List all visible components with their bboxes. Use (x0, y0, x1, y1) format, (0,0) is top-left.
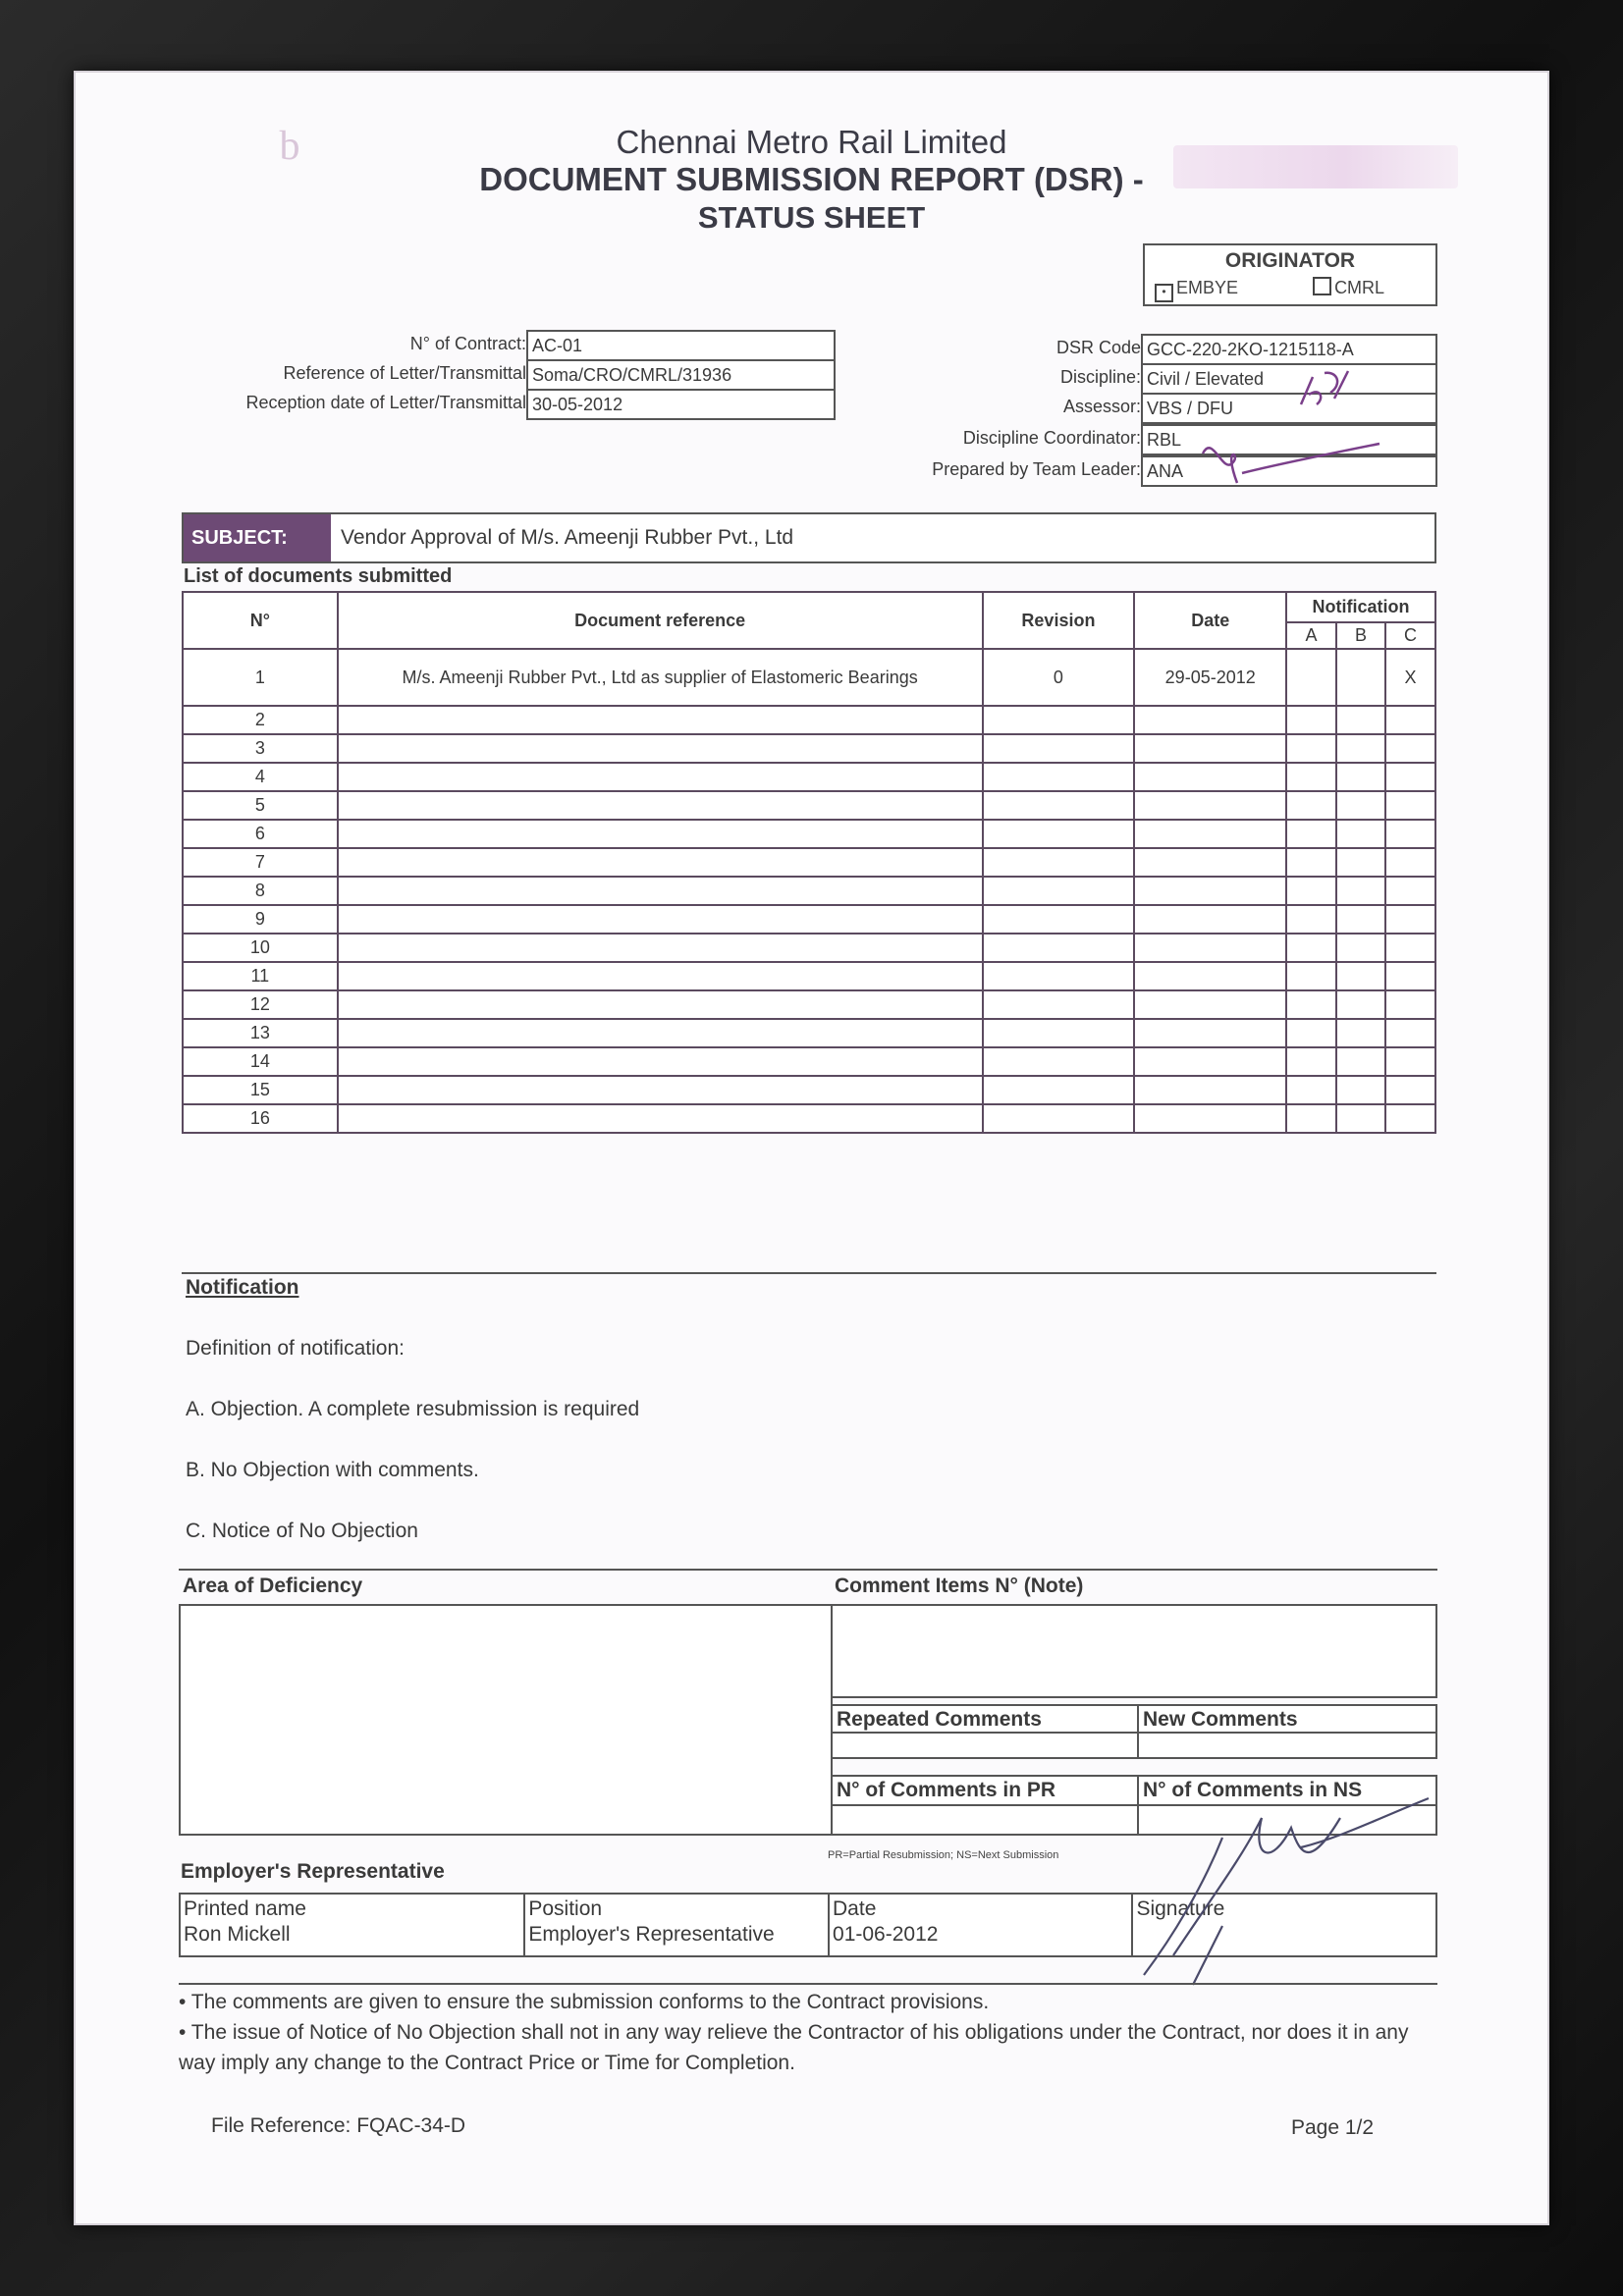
row-date (1134, 905, 1286, 934)
assessor-value: VBS / DFU (1141, 393, 1437, 424)
row-notif-b (1336, 934, 1385, 962)
row-notif-b (1336, 990, 1385, 1019)
col-notification-header: Notification (1286, 592, 1435, 622)
row-revision (983, 962, 1135, 990)
row-notif-c (1385, 820, 1435, 848)
table-row (183, 763, 1435, 791)
row-notif-b (1336, 848, 1385, 877)
row-notif-c (1385, 905, 1435, 934)
row-date (1134, 990, 1286, 1019)
row-notif-c (1385, 934, 1435, 962)
row-notif-b (1336, 877, 1385, 905)
coordinator-value: RBL (1141, 424, 1437, 455)
row-reference: M/s. Ameenji Rubber Pvt., Ltd as supplier of Elastomeric Bearings (338, 649, 983, 706)
row-date (1134, 1019, 1286, 1047)
row-notif-b (1336, 1076, 1385, 1104)
notification-a: A. Objection. A complete resubmission is required (186, 1398, 640, 1420)
position-label: Position (528, 1897, 603, 1920)
row-number: 15 (183, 1076, 338, 1104)
row-notif-a (1286, 1019, 1336, 1047)
notification-title: Notification (186, 1276, 299, 1299)
notification-definition: Definition of notification: (186, 1337, 405, 1360)
row-date (1134, 1104, 1286, 1133)
row-number: 8 (183, 877, 338, 905)
row-notif-b (1336, 1104, 1385, 1133)
row-number: 6 (183, 820, 338, 848)
notification-b: B. No Objection with comments. (186, 1459, 479, 1481)
row-notif-b (1336, 734, 1385, 763)
row-notif-c (1385, 1104, 1435, 1133)
new-comments-label: New Comments (1143, 1708, 1298, 1731)
row-notif-a (1286, 820, 1336, 848)
page-number: Page 1/2 (1291, 2116, 1375, 2139)
cmrl-label: CMRL (1334, 278, 1385, 297)
row-notif-a (1286, 1076, 1336, 1104)
row-notif-a (1286, 962, 1336, 990)
col-number-header: N° (183, 592, 338, 649)
pr-comments-header (831, 1775, 1139, 1806)
row-notif-c (1385, 734, 1435, 763)
table-row (183, 848, 1435, 877)
col-reference-header: Document reference (338, 592, 983, 649)
row-date (1134, 820, 1286, 848)
reference-label: Reference of Letter/Transmittal (283, 363, 526, 383)
notification-c: C. Notice of No Objection (186, 1520, 418, 1542)
col-b-header: B (1336, 622, 1385, 649)
row-notif-b (1336, 791, 1385, 820)
row-notif-a (1286, 763, 1336, 791)
row-date (1134, 962, 1286, 990)
row-number: 7 (183, 848, 338, 877)
table-row (183, 990, 1435, 1019)
row-number: 16 (183, 1104, 338, 1133)
documents-table (182, 591, 1436, 1134)
row-date: 29-05-2012 (1134, 649, 1286, 706)
row-notif-c (1385, 877, 1435, 905)
originator-options (1155, 277, 1430, 302)
table-row (183, 734, 1435, 763)
row-notif-c (1385, 962, 1435, 990)
row-reference (338, 1104, 983, 1133)
discipline-label: Discipline: (1059, 367, 1141, 387)
row-number: 12 (183, 990, 338, 1019)
col-c-header: C (1385, 622, 1435, 649)
row-number: 5 (183, 791, 338, 820)
row-notif-b (1336, 905, 1385, 934)
row-revision (983, 1076, 1135, 1104)
row-notif-c (1385, 1019, 1435, 1047)
row-date (1134, 1047, 1286, 1076)
row-number: 1 (183, 649, 338, 706)
table-row (183, 1047, 1435, 1076)
row-revision (983, 734, 1135, 763)
table-row (183, 934, 1435, 962)
row-number: 13 (183, 1019, 338, 1047)
position-value: Employer's Representative (528, 1923, 775, 1946)
row-date (1134, 763, 1286, 791)
employer-table (179, 1893, 1437, 1957)
row-notif-c: X (1385, 649, 1435, 706)
row-notif-a (1286, 877, 1336, 905)
area-deficiency-label: Area of Deficiency (183, 1575, 363, 1597)
row-notif-b (1336, 820, 1385, 848)
row-notif-b (1336, 649, 1385, 706)
table-row (183, 649, 1435, 706)
row-revision (983, 1019, 1135, 1047)
reception-label: Reception date of Letter/Transmittal (245, 393, 526, 412)
row-notif-a (1286, 1047, 1336, 1076)
area-deficiency-box[interactable] (179, 1604, 833, 1836)
row-notif-a (1286, 706, 1336, 734)
row-notif-a (1286, 848, 1336, 877)
row-revision (983, 763, 1135, 791)
row-reference (338, 877, 983, 905)
note-1: • The comments are given to ensure the submission conforms to the Contract provisions. (179, 1991, 990, 2013)
notification-divider (182, 1272, 1436, 1274)
signature-cell (1132, 1894, 1436, 1956)
table-row (183, 706, 1435, 734)
row-reference (338, 1047, 983, 1076)
document-page (74, 71, 1549, 2225)
documents-list-title: List of documents submitted (184, 565, 453, 587)
row-notif-c (1385, 763, 1435, 791)
notes-section (179, 1983, 1437, 2078)
printed-name-label: Printed name (184, 1897, 306, 1920)
row-number: 3 (183, 734, 338, 763)
new-comments-header (1137, 1704, 1437, 1734)
date-label: Date (833, 1897, 877, 1920)
table-row (183, 877, 1435, 905)
row-notif-a (1286, 990, 1336, 1019)
row-reference (338, 734, 983, 763)
comment-items-box[interactable] (831, 1604, 1437, 1698)
printed-name-value: Ron Mickell (184, 1923, 291, 1946)
pr-comments-label: N° of Comments in PR (837, 1779, 1056, 1801)
row-date (1134, 706, 1286, 734)
row-reference (338, 763, 983, 791)
row-reference (338, 791, 983, 820)
row-notif-c (1385, 1047, 1435, 1076)
row-revision (983, 990, 1135, 1019)
table-row (183, 791, 1435, 820)
row-revision (983, 820, 1135, 848)
row-revision (983, 1047, 1135, 1076)
col-date-header: Date (1134, 592, 1286, 649)
deficiency-section (179, 1569, 1437, 1836)
ns-comments-header (1137, 1775, 1437, 1806)
discipline-value: Civil / Elevated (1141, 363, 1437, 395)
row-reference (338, 990, 983, 1019)
row-reference (338, 848, 983, 877)
assessor-label: Assessor: (1062, 397, 1141, 416)
row-notif-c (1385, 706, 1435, 734)
row-notif-c (1385, 791, 1435, 820)
row-reference (338, 905, 983, 934)
position-cell (524, 1894, 829, 1956)
row-notif-b (1336, 1047, 1385, 1076)
repeated-comments-label: Repeated Comments (837, 1708, 1042, 1731)
team-leader-value: ANA (1141, 455, 1437, 487)
originator-title: ORIGINATOR (1224, 249, 1356, 272)
signature-label: Signature (1136, 1897, 1225, 1920)
row-reference (338, 1019, 983, 1047)
row-number: 9 (183, 905, 338, 934)
deficiency-footnote: PR=Partial Resubmission; NS=Next Submission (828, 1849, 1059, 1861)
comment-items-label: Comment Items N° (Note) (835, 1575, 1084, 1597)
table-row (183, 1019, 1435, 1047)
file-reference: File Reference: FQAC-34-D (211, 2114, 466, 2137)
row-reference (338, 962, 983, 990)
pr-comments-value[interactable] (831, 1804, 1139, 1836)
row-notif-a (1286, 791, 1336, 820)
date-cell (829, 1894, 1132, 1956)
table-row (183, 905, 1435, 934)
row-number: 2 (183, 706, 338, 734)
row-number: 4 (183, 763, 338, 791)
date-value: 01-06-2012 (833, 1923, 939, 1946)
table-row (183, 962, 1435, 990)
reference-value: Soma/CRO/CMRL/31936 (526, 359, 836, 391)
row-notif-a (1286, 934, 1336, 962)
row-notif-b (1336, 1019, 1385, 1047)
row-notif-b (1336, 763, 1385, 791)
contract-label: N° of Contract: (409, 334, 526, 353)
row-revision (983, 905, 1135, 934)
subject-row (182, 512, 1436, 563)
table-row (183, 1104, 1435, 1133)
team-leader-label: Prepared by Team Leader: (932, 459, 1141, 479)
row-notif-c (1385, 990, 1435, 1019)
row-notif-c (1385, 848, 1435, 877)
documents-header-row (183, 592, 1435, 622)
report-title: DOCUMENT SUBMISSION REPORT (DSR) - (479, 161, 1144, 197)
originator-box (1143, 243, 1437, 306)
repeated-comments-header (831, 1704, 1139, 1734)
row-date (1134, 877, 1286, 905)
employer-row (180, 1894, 1436, 1956)
note-2: • The issue of Notice of No Objection shall not in any way relieve the Contractor of his obligations under the Contract, nor does it in any way imply any change to the Contract Price or Time for Completion. (179, 2021, 1409, 2074)
row-reference (338, 934, 983, 962)
new-comments-value[interactable] (1137, 1732, 1437, 1759)
row-reference (338, 1076, 983, 1104)
cmrl-checkbox[interactable] (1313, 277, 1331, 295)
dsr-code-label: DSR Code (1055, 338, 1141, 357)
coordinator-label: Discipline Coordinator: (962, 428, 1141, 448)
row-date (1134, 791, 1286, 820)
row-notif-a (1286, 1104, 1336, 1133)
row-revision (983, 934, 1135, 962)
subject-label: SUBJECT: (184, 514, 331, 561)
reception-value: 30-05-2012 (526, 389, 836, 420)
company-name: Chennai Metro Rail Limited (616, 124, 1007, 160)
row-notif-b (1336, 962, 1385, 990)
contract-value: AC-01 (526, 330, 836, 361)
row-notif-a (1286, 905, 1336, 934)
row-reference (338, 706, 983, 734)
deficiency-divider (179, 1569, 1437, 1571)
embye-label: EMBYE (1176, 278, 1239, 297)
row-revision (983, 848, 1135, 877)
row-number: 10 (183, 934, 338, 962)
row-revision (983, 877, 1135, 905)
row-notif-c (1385, 1076, 1435, 1104)
row-date (1134, 848, 1286, 877)
table-row (183, 1076, 1435, 1104)
notes-divider (179, 1983, 1437, 1985)
row-date (1134, 1076, 1286, 1104)
table-row (183, 820, 1435, 848)
row-number: 11 (183, 962, 338, 990)
row-number: 14 (183, 1047, 338, 1076)
embye-checkbox[interactable]: • (1155, 284, 1173, 302)
row-notif-a (1286, 649, 1336, 706)
row-date (1134, 734, 1286, 763)
row-revision (983, 706, 1135, 734)
row-notif-b (1336, 706, 1385, 734)
col-a-header: A (1286, 622, 1336, 649)
subject-text: Vendor Approval of M/s. Ameenji Rubber Pvt., Ltd (341, 526, 794, 549)
ns-comments-label: N° of Comments in NS (1143, 1779, 1363, 1801)
row-revision (983, 791, 1135, 820)
row-revision (983, 1104, 1135, 1133)
ns-comments-value[interactable] (1137, 1804, 1437, 1836)
col-revision-header: Revision (983, 592, 1135, 649)
repeated-comments-value[interactable] (831, 1732, 1139, 1759)
row-reference (338, 820, 983, 848)
report-subtitle: STATUS SHEET (697, 200, 926, 235)
printed-name-cell (180, 1894, 524, 1956)
row-revision: 0 (983, 649, 1135, 706)
documents-body (183, 649, 1435, 1133)
consultant-logo-mark: b (279, 124, 300, 169)
row-date (1134, 934, 1286, 962)
employer-title: Employer's Representative (181, 1860, 445, 1883)
documents-section (182, 512, 1436, 1200)
row-notif-a (1286, 734, 1336, 763)
dsr-code-value: GCC-220-2KO-1215118-A (1141, 334, 1437, 365)
